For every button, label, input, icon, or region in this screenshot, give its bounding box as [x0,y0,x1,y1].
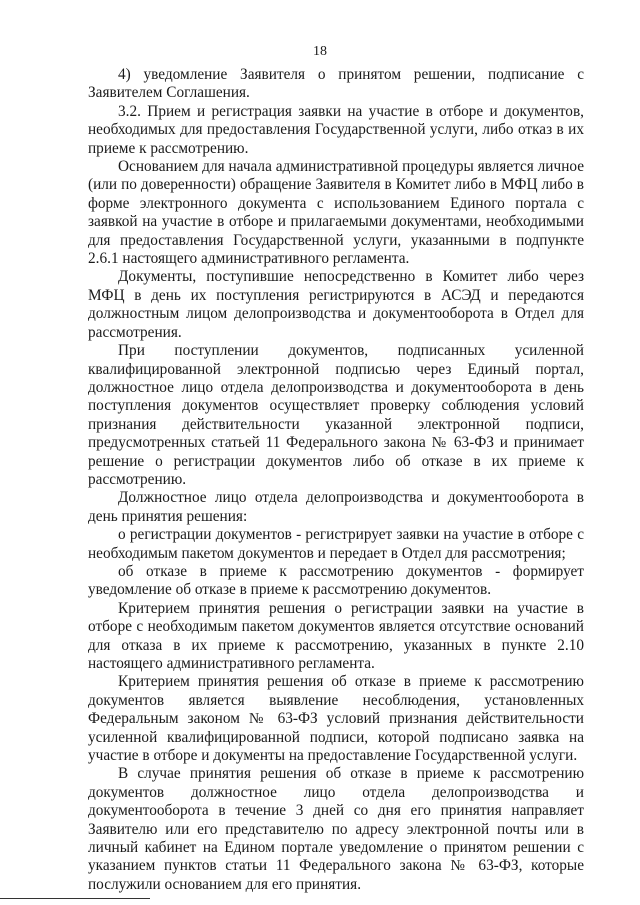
paragraph-document-registration: Документы, поступившие непосредственно в Комитет либо через МФЦ в день их поступления регистрируются в АСЭД и передаются должностным лицом делопроизводства и документооборота в Отдел для рассмотрения. [88,268,584,341]
paragraph-registration-option: о регистрации документов - регистрирует заявки на участие в отборе с необходимым пакетом документов и передает в Отдел для рассмотрения; [88,526,584,562]
paragraph-official-decision-day: Должностное лицо отдела делопроизводства и документооборота в день принятия решения: [88,489,584,525]
paragraph-registration-criterion: Критерием принятия решения о регистрации заявки на участие в отборе с необходимым пакетом документов является отсутствие оснований для отказа в их приеме к рассмотрению, указанных в пункте 2.10 настоящего административного регламента. [88,599,584,672]
paragraph-refusal-criterion: Критерием принятия решения об отказе в приеме к рассмотрению документов является выявление несоблюдения, установленных Федеральным законом № 63-ФЗ условий признания действительности усиленной квалифицированной подписи, которой подписано заявка на участие в отборе и документы на предоставление Государственной услуги. [88,673,584,765]
page-number: 18 [313,44,327,59]
paragraph-notification-step: 4) уведомление Заявителя о принятом решении, подписание с Заявителем Соглашения. [88,66,584,102]
document-body [88,66,584,894]
footnote-separator-line [0,898,150,899]
paragraph-section-3-2-heading: 3.2. Прием и регистрация заявки на участие в отборе и документов, необходимых для предоставления Государственной услуги, либо отказ в их приеме к рассмотрению. [88,102,584,157]
paragraph-signature-verification: При поступлении документов, подписанных усиленной квалифицированной электронной подписью через Единый портал, должностное лицо отдела делопроизводства и документооборота в день поступления документов осуществляет проверку соблюдения условий признания действительности указанной электронной подписи, предусмотренных статьей 11 Федерального закона № 63-ФЗ и принимает решение о регистрации документов либо об отказе в их приеме к рассмотрению. [88,342,584,488]
paragraph-procedure-basis: Основанием для начала административной процедуры является личное (или по доверенности) обращение Заявителя в Комитет либо в МФЦ либо в форме электронного документа с использованием Единого портала с заявкой на участие в отборе и прилагаемыми документами, необходимыми для предоставления Государственной услуги, указанными в подпункте 2.6.1 настоящего административного регламента. [88,158,584,268]
paragraph-refusal-notification: В случае принятия решения об отказе в приеме к рассмотрению документов должностное лицо отдела делопроизводства и документооборота в течение 3 дней со дня его принятия направляет Заявителю или его представителю по адресу электронной почты или в личный кабинет на Едином портале уведомление о принятом решении с указанием пунктов статьи 11 Федерального закона № 63-ФЗ, которые послужили основанием для его принятия. [88,765,584,893]
paragraph-refusal-option: об отказе в приеме к рассмотрению документов - формирует уведомление об отказе в приеме к рассмотрению документов. [88,562,584,599]
